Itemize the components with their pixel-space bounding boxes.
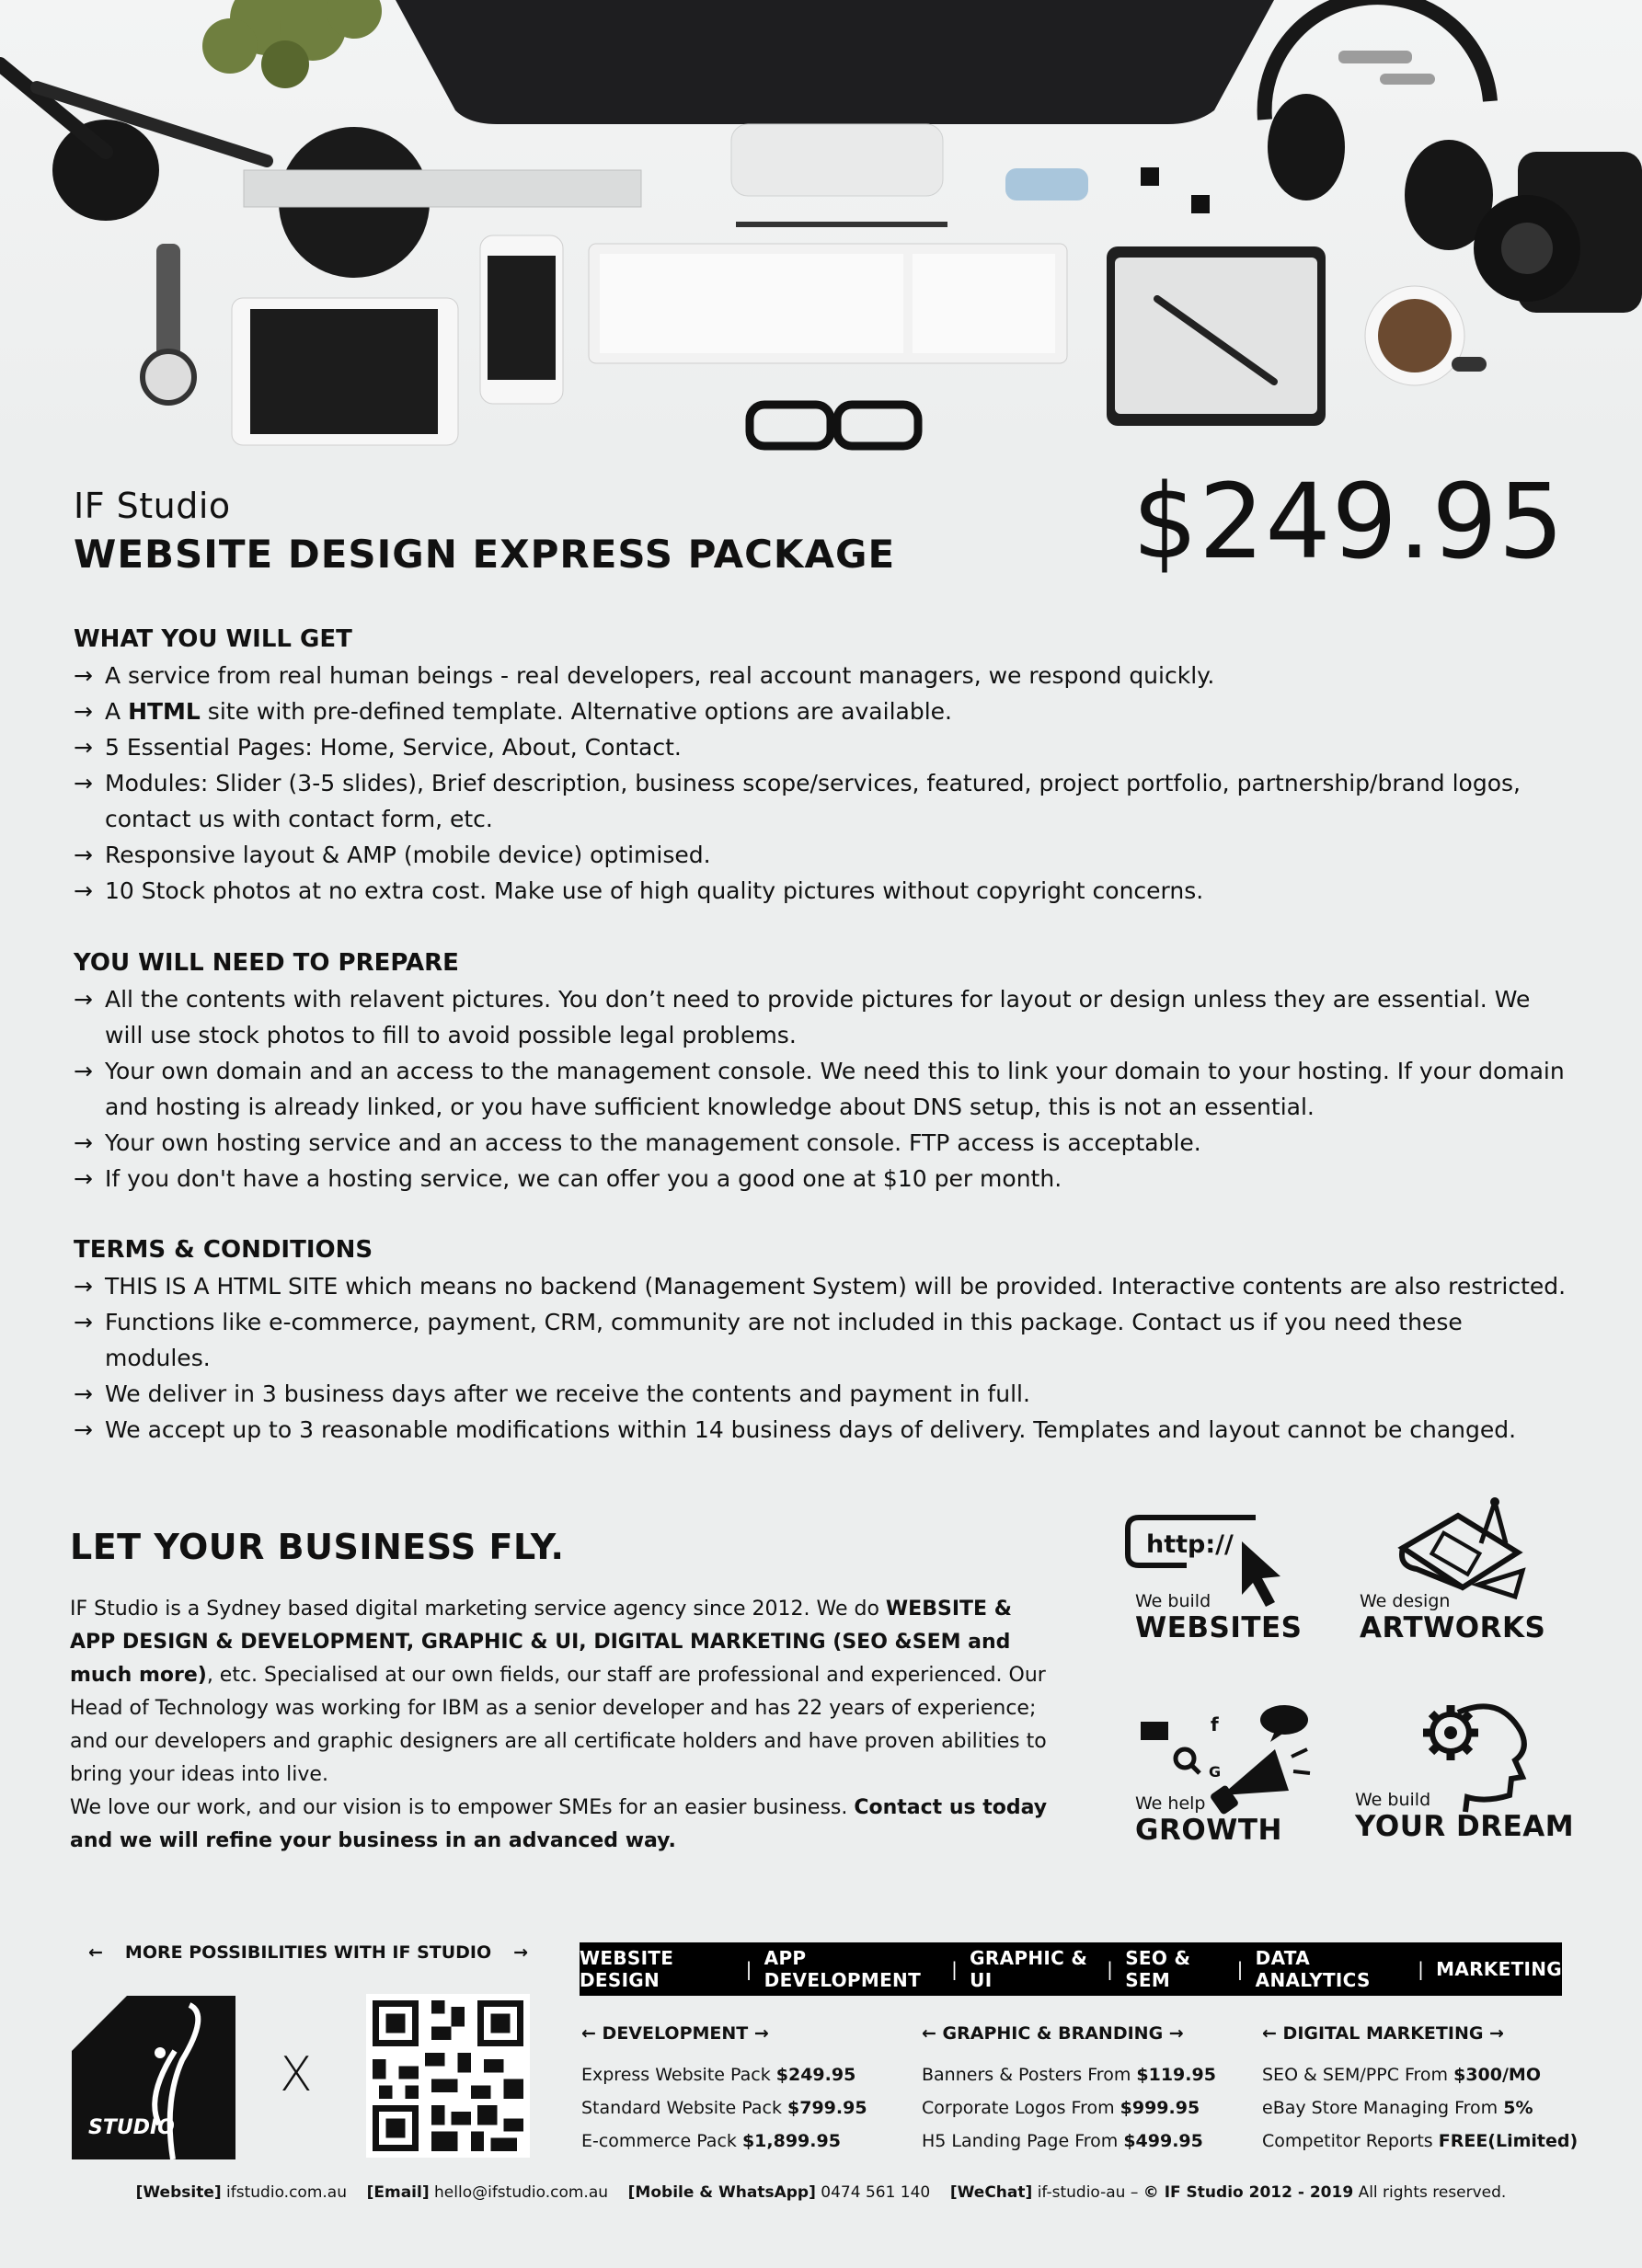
email-link[interactable]: hello@ifstudio.com.au	[434, 2183, 609, 2202]
about-paragraph	[70, 1593, 1063, 1792]
arrow-right-icon: →	[74, 1309, 93, 1335]
row-value: $999.95	[1120, 2098, 1200, 2118]
service-subtitle: We build	[1135, 1591, 1211, 1611]
service-title: YOUR DREAM	[1355, 1810, 1575, 1843]
toy-car-icon	[1005, 168, 1088, 200]
item-text: Your own hosting service and an access to the management console. FTP access is acceptable.	[105, 1129, 1201, 1156]
row-label: Express Website Pack	[581, 2065, 776, 2085]
price-row	[1262, 2091, 1630, 2125]
list-item	[74, 1268, 1573, 1304]
desk-hero-image	[0, 0, 1642, 460]
item-text: site with pre-defined template. Alternative options are available.	[200, 698, 952, 725]
row-label: Corporate Logos From	[922, 2098, 1120, 2118]
row-label: E-commerce Pack	[581, 2131, 742, 2151]
row-value: FREE(Limited)	[1438, 2131, 1579, 2151]
more-possibilities-link[interactable]	[88, 1942, 528, 1963]
price-row	[922, 2091, 1253, 2125]
item-text: We deliver in 3 business days after we receive the contents and payment in full.	[105, 1380, 1030, 1407]
list-item	[74, 1304, 1573, 1376]
price-row	[922, 2058, 1253, 2091]
column-title: DEVELOPMENT	[602, 2023, 749, 2044]
section-heading: WHAT YOU WILL GET	[74, 625, 352, 653]
item-text: All the contents with relavent pictures. You don’t need to provide pictures for layout or design unless they are essential. We will use stock photos to fill to avoid possible legal problems.	[105, 986, 1531, 1048]
arrow-left-icon: ←	[581, 2023, 603, 2044]
row-label: Competitor Reports	[1262, 2131, 1439, 2151]
about-text: IF Studio is a Sydney based digital marketing service agency since 2012. We do	[70, 1598, 886, 1621]
svg-text:G: G	[1209, 1763, 1222, 1781]
list-item	[74, 729, 1573, 765]
arrow-left-icon: ←	[1262, 2023, 1283, 2044]
item-text: A	[105, 698, 129, 725]
bullet-list	[74, 1268, 1573, 1448]
item-text: 10 Stock photos at no extra cost. Make use of high quality pictures without copyright concerns.	[105, 877, 1204, 904]
item-text: A service from real human beings - real developers, real account managers, we respond quickly.	[105, 662, 1215, 689]
about-text: , etc. Specialised at our own fields, our staff are professional and experienced. Our Head of Technology was working for IBM as a senior developer and has 22 years of experience; and our developers and graphic designers are all certificate holders and have proven abilities to bring your ideas into live.	[70, 1664, 1047, 1786]
service-subtitle: We design	[1360, 1591, 1451, 1611]
service-title: GROWTH	[1135, 1814, 1282, 1847]
rights-text: All rights reserved.	[1358, 2183, 1507, 2202]
copyright-text: © IF Studio 2012 - 2019	[1143, 2183, 1354, 2202]
price-row	[581, 2125, 913, 2158]
contact-cta: Contact us today and we will refine your business in an advanced way.	[70, 1796, 1048, 1852]
item-text: We accept up to 3 reasonable modifications within 14 business days of delivery. Templates and layout cannot be changed.	[105, 1416, 1517, 1443]
ruler-icon	[244, 170, 641, 207]
vision-text: We love our work, and our vision is to empower SMEs for an easier business.	[70, 1796, 855, 1819]
service-link[interactable]: GRAPHIC & UI	[970, 1947, 1088, 1991]
service-growth	[1135, 1793, 1282, 1847]
service-subtitle: We help	[1135, 1793, 1206, 1814]
item-text: THIS IS A HTML SITE which means no backend (Management System) will be provided. Interactive contents are also restricted.	[105, 1273, 1567, 1300]
row-label: eBay Store Managing From	[1262, 2098, 1504, 2118]
arrow-right-icon: →	[74, 770, 93, 796]
service-title: ARTWORKS	[1360, 1611, 1546, 1644]
bullet-list	[74, 981, 1573, 1197]
footer-column-marketing	[1262, 2020, 1630, 2158]
price-row	[1262, 2058, 1630, 2091]
arrow-right-icon: →	[74, 1380, 93, 1407]
service-title: WEBSITES	[1135, 1611, 1303, 1644]
row-label: SEO & SEM/PPC From	[1262, 2065, 1454, 2085]
service-link[interactable]: APP DEVELOPMENT	[764, 1947, 922, 1991]
tablet-icon	[232, 298, 458, 445]
package-price: $249.95	[1131, 463, 1565, 582]
separator: |	[745, 1958, 752, 1980]
service-subtitle: We build	[1355, 1790, 1431, 1810]
item-text: Functions like e-commerce, payment, CRM, community are not included in this package. Contact us if you need these modules.	[105, 1309, 1463, 1371]
item-text: Responsive layout & AMP (mobile device) optimised.	[105, 842, 711, 868]
service-artworks	[1360, 1591, 1545, 1644]
row-value: $249.95	[775, 2065, 856, 2085]
qr-code-icon[interactable]	[366, 1994, 530, 2158]
wechat-label: [WeChat]	[949, 2183, 1033, 2202]
item-text: Modules: Slider (3-5 slides), Brief description, business scope/services, featured, project portfolio, partnership/brand logos, contact us with contact form, etc.	[105, 770, 1521, 832]
item-text: 5 Essential Pages: Home, Service, About, Contact.	[105, 734, 682, 761]
separator: |	[1107, 1958, 1114, 1980]
arrow-right-icon: →	[1483, 2023, 1504, 2044]
row-value: 5%	[1503, 2098, 1533, 2118]
arrow-right-icon: →	[74, 1416, 93, 1443]
arrow-right-icon: →	[74, 1273, 93, 1300]
section-heading: YOU WILL NEED TO PREPARE	[74, 949, 459, 977]
item-text: Your own domain and an access to the management console. We need this to link your domain to your hosting. If your domain and hosting is already linked, or you have sufficient knowledge about DNS setup, this is not an essential.	[105, 1058, 1565, 1120]
arrow-right-icon: →	[74, 734, 93, 761]
phone-icon	[480, 235, 563, 404]
services-bar	[580, 1942, 1562, 1996]
logo-text: STUDIO	[88, 2116, 175, 2139]
about-heading: LET YOUR BUSINESS FLY.	[70, 1527, 565, 1567]
arrow-left-icon: ←	[88, 1942, 103, 1963]
list-item	[74, 981, 1573, 1053]
list-item	[74, 873, 1573, 909]
price-row	[922, 2125, 1253, 2158]
list-item	[74, 765, 1573, 837]
arrow-right-icon: →	[513, 1942, 529, 1963]
service-dream	[1355, 1790, 1574, 1843]
arrow-right-icon: →	[74, 877, 93, 904]
arrow-right-icon: →	[74, 986, 93, 1013]
url-text: http://	[1146, 1530, 1234, 1559]
website-label: [Website]	[135, 2183, 222, 2202]
if-studio-logo	[72, 1996, 235, 2159]
need-to-prepare-section	[74, 945, 1573, 1197]
keyboard-icon	[589, 244, 1067, 363]
wechat-id: if-studio-au	[1037, 2183, 1126, 2202]
arrow-right-icon: →	[74, 842, 93, 868]
arrow-left-icon: ←	[922, 2023, 943, 2044]
email-label: [Email]	[366, 2183, 430, 2202]
bullet-list	[74, 658, 1573, 909]
row-value: $499.95	[1123, 2131, 1203, 2151]
list-item	[74, 1376, 1573, 1412]
service-websites	[1135, 1591, 1303, 1644]
list-item	[74, 1125, 1573, 1161]
separator: |	[1418, 1958, 1425, 1980]
list-item	[74, 1161, 1573, 1197]
separator: |	[951, 1958, 959, 1980]
list-item	[74, 837, 1573, 873]
arrow-right-icon: →	[74, 1165, 93, 1192]
separator: |	[1236, 1958, 1244, 1980]
more-label: MORE POSSIBILITIES WITH IF STUDIO	[124, 1942, 492, 1963]
about-services-bold: WEBSITE & APP DESIGN & DEVELOPMENT, GRAPHIC & UI, DIGITAL MARKETING (SEO &SEM and much more)	[70, 1598, 1012, 1687]
service-link[interactable]: WEBSITE DESIGN	[580, 1947, 674, 1991]
svg-text:f: f	[1211, 1713, 1219, 1735]
price-row	[581, 2091, 913, 2125]
price-row	[581, 2058, 913, 2091]
mobile-number[interactable]: 0474 561 140	[821, 2183, 931, 2202]
service-link[interactable]: MARKETING	[1436, 1958, 1563, 1980]
row-value: $1,899.95	[741, 2131, 841, 2151]
list-item	[74, 1412, 1573, 1448]
row-value: $300/MO	[1453, 2065, 1541, 2085]
column-title: GRAPHIC & BRANDING	[942, 2023, 1164, 2044]
column-title: DIGITAL MARKETING	[1282, 2023, 1484, 2044]
footer-column-graphic	[922, 2020, 1253, 2158]
arrow-right-icon: →	[74, 1129, 93, 1156]
times-sign: X	[280, 2047, 313, 2102]
list-item	[74, 658, 1573, 693]
brand-name: IF Studio	[74, 486, 231, 526]
row-label: H5 Landing Page From	[922, 2131, 1124, 2151]
website-link[interactable]: ifstudio.com.au	[226, 2183, 347, 2202]
price-row	[1262, 2125, 1630, 2158]
service-link[interactable]: DATA ANALYTICS	[1255, 1947, 1371, 1991]
row-label: Banners & Posters From	[922, 2065, 1137, 2085]
list-item	[74, 1053, 1573, 1125]
row-label: Standard Website Pack	[581, 2098, 787, 2118]
separator-dash: –	[1130, 2183, 1139, 2202]
row-value: $119.95	[1136, 2065, 1216, 2085]
arrow-right-icon: →	[1163, 2023, 1184, 2044]
terms-section	[74, 1232, 1573, 1448]
arrow-right-icon: →	[748, 2023, 769, 2044]
mobile-label: [Mobile & WhatsApp]	[627, 2183, 816, 2202]
package-title: WEBSITE DESIGN EXPRESS PACKAGE	[74, 532, 896, 577]
row-value: $799.95	[787, 2098, 867, 2118]
vision-paragraph	[70, 1792, 1063, 1858]
item-text: If you don't have a hosting service, we can offer you a good one at $10 per month.	[105, 1165, 1062, 1192]
arrow-right-icon: →	[74, 1058, 93, 1084]
footer-column-development	[581, 2020, 913, 2158]
list-item	[74, 693, 1573, 729]
what-you-get-section	[74, 622, 1573, 909]
item-emphasis: HTML	[128, 698, 201, 725]
contact-line	[0, 2183, 1642, 2202]
service-link[interactable]: SEO & SEM	[1125, 1947, 1191, 1991]
arrow-right-icon: →	[74, 698, 93, 725]
section-heading: TERMS & CONDITIONS	[74, 1236, 373, 1264]
arrow-right-icon: →	[74, 662, 93, 689]
drawing-tablet-icon	[1107, 246, 1326, 426]
